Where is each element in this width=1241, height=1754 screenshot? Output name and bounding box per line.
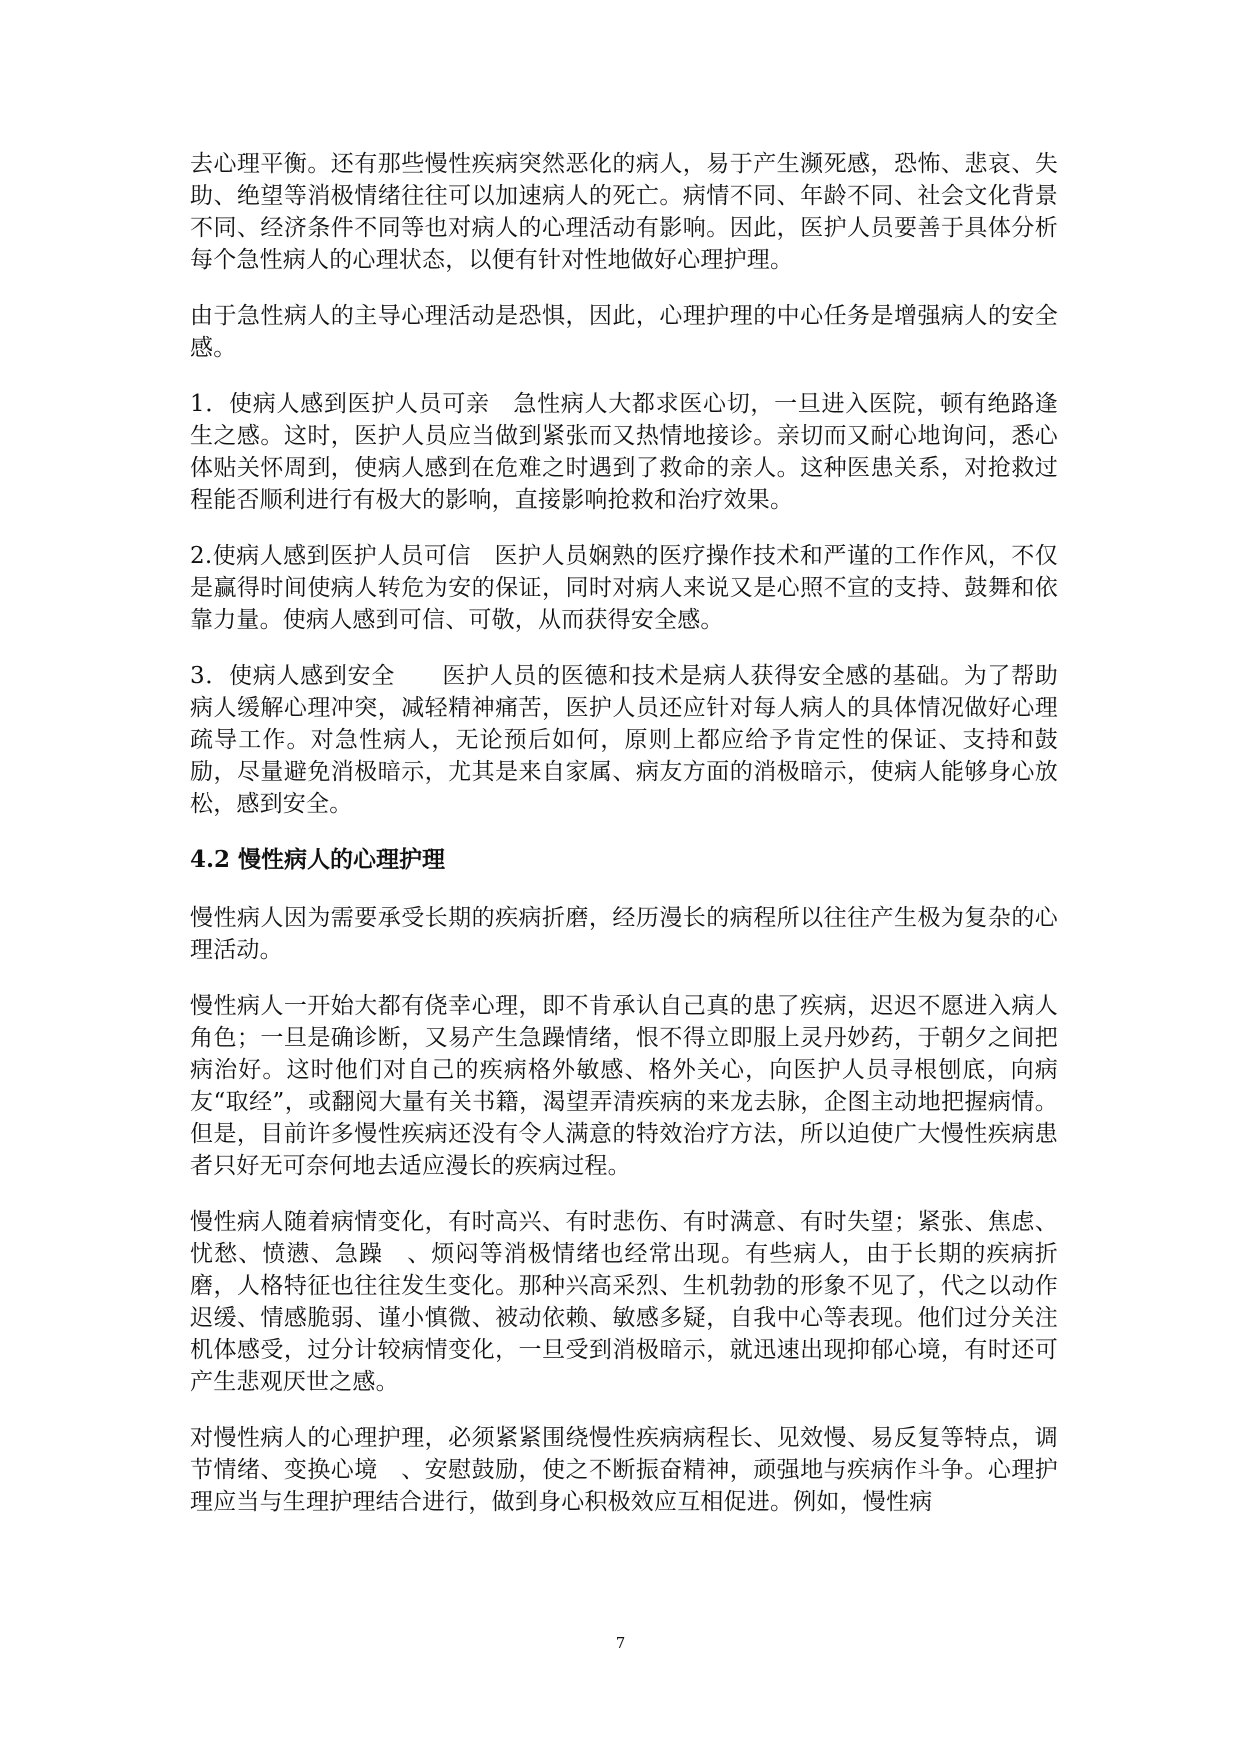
paragraph: 3．使病人感到安全 医护人员的医德和技术是病人获得安全感的基础。为了帮助病人缓解心理冲突，减轻精神痛苦，医护人员还应针对每人病人的具体情况做好心理疏导工作。对急性病人，无论预后如何，原则上都应给予肯定性的保证、支持和鼓励，尽量避免消极暗示，尤其是来自家属、病友方面的消极暗示，使病人能够身心放松，感到安全。: [190, 663, 1058, 817]
page-number: 7: [615, 1634, 626, 1652]
paragraph: 对慢性病人的心理护理，必须紧紧围绕慢性疾病病程长、见效慢、易反复等特点，调节情绪、变换心境 、安慰鼓励，使之不断振奋精神，顽强地与疾病作斗争。心理护理应当与生理护理结合进行，做到身心积极效应互相促进。例如，慢性病: [190, 1425, 1058, 1515]
paragraph: 由于急性病人的主导心理活动是恐惧，因此，心理护理的中心任务是增强病人的安全感。: [190, 303, 1058, 361]
paragraph: 1．使病人感到医护人员可亲 急性病人大都求医心切，一旦进入医院，顿有绝路逢生之感。这时，医护人员应当做到紧张而又热情地接诊。亲切而又耐心地询问，悉心体贴关怀周到，使病人感到在危难之时遇到了救命的亲人。这种医患关系，对抢救过程能否顺利进行有极大的影响，直接影响抢救和治疗效果。: [190, 391, 1058, 513]
section-heading: 4.2 慢性病人的心理护理: [190, 846, 446, 873]
paragraph: 慢性病人一开始大都有侥幸心理，即不肯承认自己真的患了疾病，迟迟不愿进入病人角色；一旦是确诊断，又易产生急躁情绪，恨不得立即服上灵丹妙药，于朝夕之间把病治好。这时他们对自己的疾病格外敏感、格外关心，向医护人员寻根刨底，向病友“取经”，或翻阅大量有关书籍，渴望弄清疾病的来龙去脉，企图主动地把握病情。但是，目前许多慢性疾病还没有令人满意的特效治疗方法，所以迫使广大慢性疾病患者只好无可奈何地去适应漫长的疾病过程。: [190, 993, 1058, 1179]
paragraph: 慢性病人因为需要承受长期的疾病折磨，经历漫长的病程所以往往产生极为复杂的心理活动。: [190, 905, 1058, 963]
page-body: [190, 148, 1058, 1542]
paragraph: 2.使病人感到医护人员可信 医护人员娴熟的医疗操作技术和严谨的工作作风，不仅是赢得时间使病人转危为安的保证，同时对病人来说又是心照不宣的支持、鼓舞和依靠力量。使病人感到可信、可敬，从而获得安全感。: [190, 543, 1058, 633]
paragraph: 去心理平衡。还有那些慢性疾病突然恶化的病人，易于产生濒死感，恐怖、悲哀、失助、绝望等消极情绪往往可以加速病人的死亡。病情不同、年龄不同、社会文化背景不同、经济条件不同等也对病人的心理活动有影响。因此，医护人员要善于具体分析每个急性病人的心理状态，以便有针对性地做好心理护理。: [190, 151, 1058, 273]
paragraph: 慢性病人随着病情变化，有时高兴、有时悲伤、有时满意、有时失望；紧张、焦虑、忧愁、愤懑、急躁 、烦闷等消极情绪也经常出现。有些病人，由于长期的疾病折磨，人格特征也往往发生变化。那种兴高采烈、生机勃勃的形象不见了，代之以动作迟缓、情感脆弱、谨小慎微、被动依赖、敏感多疑，自我中心等表现。他们过分关注机体感受，过分计较病情变化，一旦受到消极暗示，就迅速出现抑郁心境，有时还可产生悲观厌世之感。: [190, 1209, 1058, 1395]
